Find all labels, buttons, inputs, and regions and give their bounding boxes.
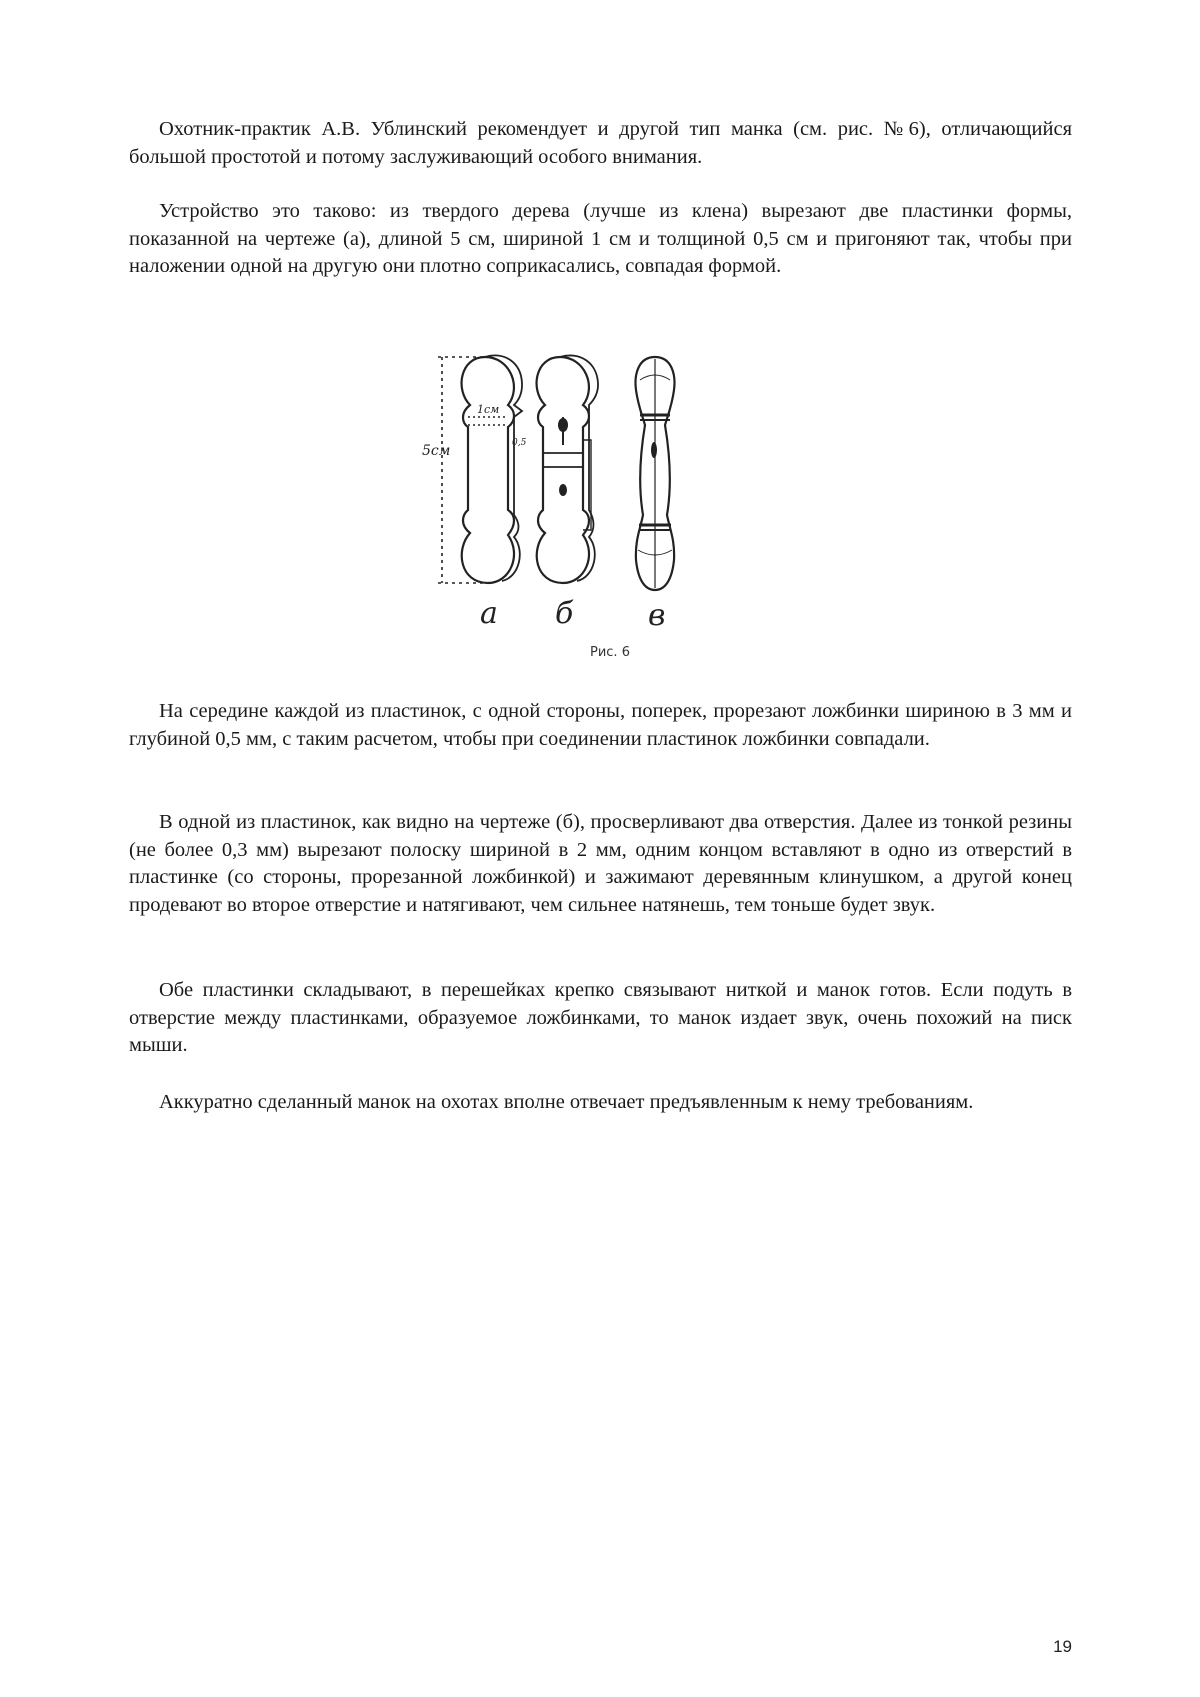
- figure-decoy-drawing: [422, 345, 750, 675]
- paragraph-assembly: Обе пластинки складывают, в перешейках крепко связывают ниткой и манок готов. Если подуть в отверстие между пластинками, образуемое ложбинками, то манок издает звук, очень похожий на писк мыши.: [129, 979, 1072, 1056]
- hole-bottom-icon: [559, 484, 567, 496]
- drawing-b: [537, 355, 598, 583]
- slot-icon: [651, 442, 657, 458]
- figure-label-b: б: [555, 596, 574, 631]
- paragraph-holes: В одной из пластинок, как видно на чертеже (б), просверливают два отверстия. Далее из тонкой резины (не более 0,3 мм) вырезают полоску шириной в 2 мм, одним концом вставляют в одно из отверстий в пластинке (со стороны, прорезанной ложбинкой) и зажимают деревянным клинушком, а другой конец продевают во второе отверстие и натягивают, чем сильнее натянешь, тем тоньше будет звук.: [129, 811, 1072, 916]
- paragraph-grooves: На середине каждой из пластинок, с одной стороны, поперек, прорезают ложбинки шириною в 3 мм и глубиной 0,5 мм, с таким расчетом, чтобы при соединении пластинок ложбинки совпадали.: [129, 700, 1072, 750]
- paragraph-construction: Устройство это таково: из твердого дерева (лучше из клена) вырезают две пластинки формы, показанной на чертеже (а), длиной 5 см, шириной 1 см и толщиной 0,5 см и пригоняют так, чтобы при наложении одной на другую они плотно соприкасались, совпадая формой.: [129, 200, 1072, 277]
- paragraph-intro: Охотник-практик А.В. Ублинский рекомендует и другой тип манка (см. рис. №6), отличающийся большой простотой и потому заслуживающий особого внимания.: [129, 118, 1072, 168]
- figure-label-v: в: [648, 598, 666, 633]
- figure-label-a: а: [480, 596, 498, 631]
- paragraph-conclusion: Аккуратно сделанный манок на охотах вполне отвечает предъявленным к нему требованиям.: [159, 1091, 974, 1113]
- dimension-length-label: 5см: [422, 443, 451, 459]
- page-number: 19: [1053, 1637, 1072, 1656]
- dimension-thickness-label: 0,5: [512, 438, 527, 448]
- dimension-width-label: 1см: [477, 403, 500, 416]
- decoy-drawing-svg: [422, 345, 750, 645]
- drawing-v: [636, 357, 675, 590]
- figure-caption: Рис. 6: [590, 645, 630, 660]
- drawing-a: [438, 355, 522, 583]
